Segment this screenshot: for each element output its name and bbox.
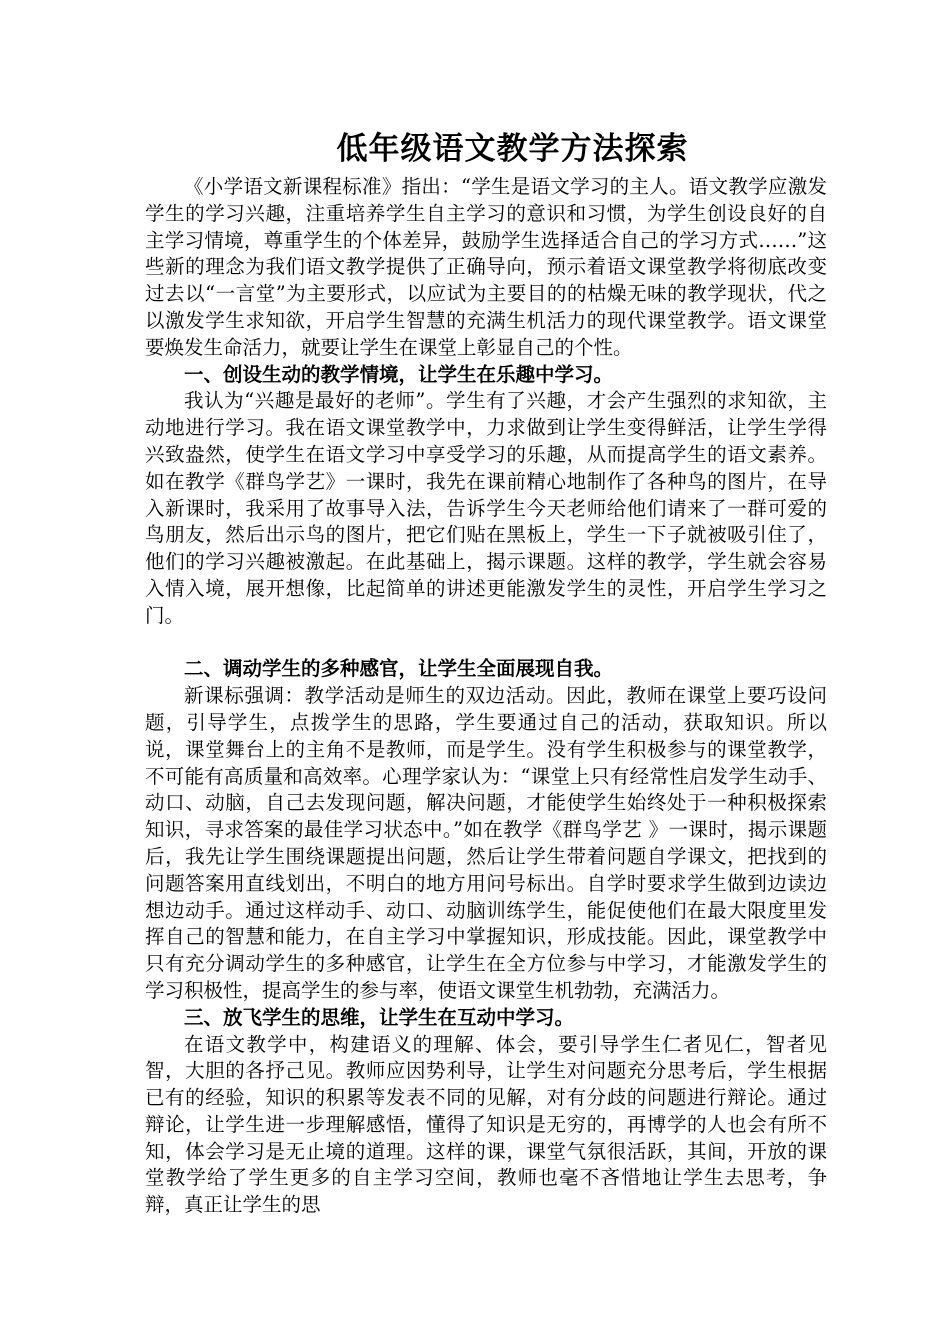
section-paragraph-3: 在语文教学中，构建语义的理解、体会，要引导学生仁者见仁，智者见智，大胆的各抒己见。教师应因势利导，让学生对问题充分思考后，学生根据已有的经验，知识的积累等发表不同的见解，对有分歧的问题进行辩论。通过辩论，让学生进一步理解感悟，懂得了知识是无穷的，再博学的人也会有所不知，体会学习是无止境的道理。这样的课，课堂气氛很活跃，其间，开放的课堂教学给了学生更多的自主学习空间，教师也毫不吝惜地让学生去思考，争辩，真正让学生的思 xyxy=(145,1032,827,1217)
section-paragraph-2: 新课标强调：教学活动是师生的双边活动。因此，教师在课堂上要巧设问题，引导学生，点拨学生的思路，学生要通过自己的活动，获取知识。所以说，课堂舞台上的主角不是教师，而是学生。没有学生积极参与的课堂教学，不可能有高质量和高效率。心理学家认为：“课堂上只有经常性启发学生动手、动口、动脑，自己去发现问题，解决问题，才能使学生始终处于一种积极探索知识，寻求答案的最佳学习状态中。”如在教学《群鸟学艺 》一课时，揭示课题后，我先让学生围绕课题提出问题，然后让学生带着问题自学课文，把找到的问题答案用直线划出，不明白的地方用问号标出。自学时要求学生做到边读边想边动手。通过这样动手、动口、动脑训练学生，能促使他们在最大限度里发挥自己的智慧和能力，在自主学习中掌握知识，形成技能。因此，课堂教学中只有充分调动学生的多种感官，让学生在全方位参与中学习，才能激发学生的学习积极性，提高学生的参与率，使语文课堂生机勃勃，充满活力。 xyxy=(145,684,827,1002)
blank-line xyxy=(145,630,827,657)
document-body xyxy=(145,174,827,1219)
section-heading-3: 三、放飞学生的思维，让学生在互动中学习。 xyxy=(184,1005,575,1029)
document-title: 低年级语文教学方法探索 xyxy=(336,131,689,167)
section-heading-1: 一、创设生动的教学情境，让学生在乐趣中学习。 xyxy=(184,362,614,386)
intro-paragraph: 《小学语文新课程标准》指出：“学生是语文学习的主人。语文教学应激发学生的学习兴趣，注重培养学生自主学习的意识和习惯，为学生创设良好的自主学习情境，尊重学生的个体差异，鼓励学生选择适合自己的学习方式……”这些新的理念为我们语文教学提供了正确导向，预示着语文课堂教学将彻底改变过去以“一言堂”为主要形式，以应试为主要目的的枯燥无味的教学现状，代之以激发学生求知欲，开启学生智慧的充满生机活力的现代课堂教学。语文课堂要焕发生命活力，就要让学生在课堂上彰显自己的个性。 xyxy=(145,175,827,359)
section-heading-2: 二、调动学生的多种感官，让学生全面展现自我。 xyxy=(184,657,614,681)
section-paragraph-1: 我认为“兴趣是最好的老师”。学生有了兴趣，才会产生强烈的求知欲，主动地进行学习。我在语文课堂教学中，力求做到让学生变得鲜活，让学生学得兴致盎然，使学生在语文学习中享受学习的乐趣，从而提高学生的语文素养。如在教学《群鸟学艺》一课时，我先在课前精心地制作了各种鸟的图片，在导入新课时，我采用了故事导入法，告诉学生今天老师给他们请来了一群可爱的鸟朋友，然后出示鸟的图片，把它们贴在黑板上，学生一下子就被吸引住了，他们的学习兴趣被激起。在此基础上，揭示课题。这样的教学，学生就会容易入情入境，展开想像，比起简单的讲述更能激发学生的灵性，开启学生学习之门。 xyxy=(145,389,827,627)
